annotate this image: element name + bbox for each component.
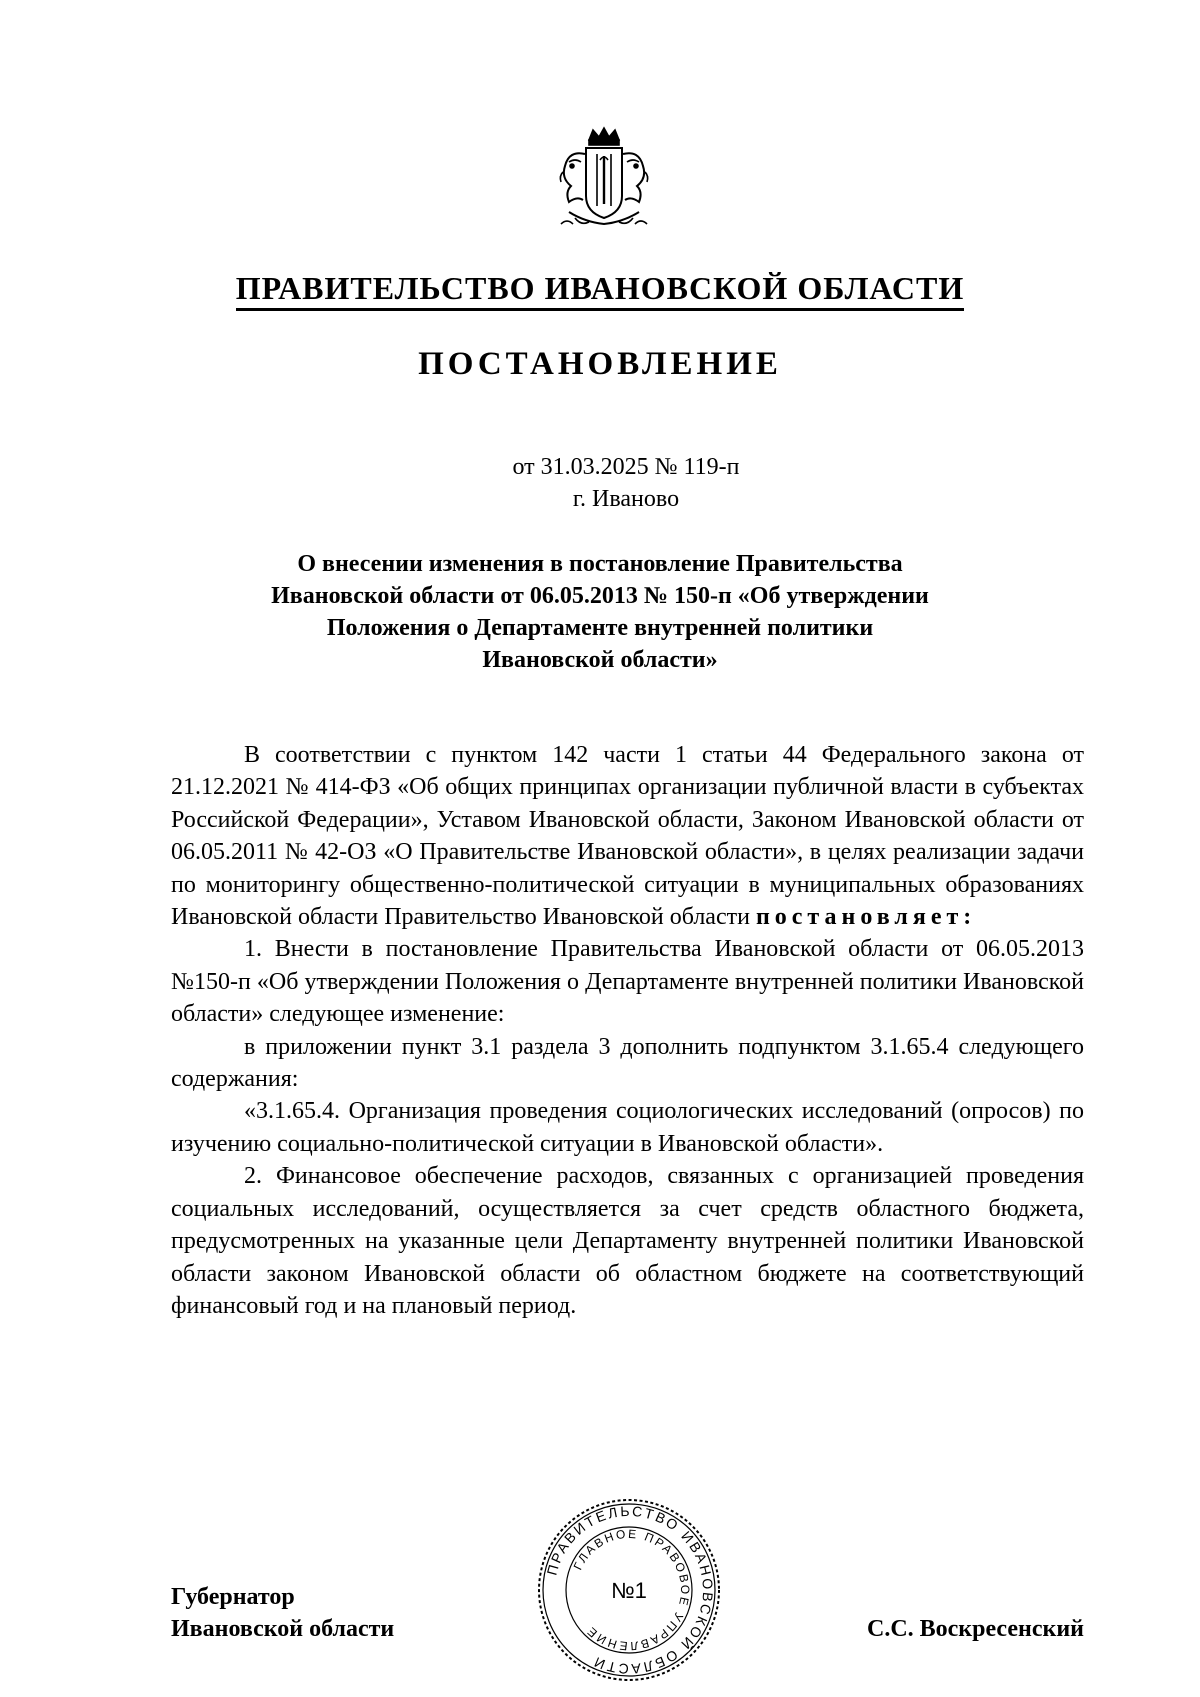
document-meta bbox=[0, 451, 1200, 515]
seal-number: №1 bbox=[611, 1578, 647, 1603]
organization-title-text: ПРАВИТЕЛЬСТВО ИВАНОВСКОЙ ОБЛАСТИ bbox=[236, 272, 965, 311]
preamble-text: В соответствии с пунктом 142 части 1 статьи 44 Федерального закона от 21.12.2021 № 414-ФЗ «Об общих принципах организации публичной власти в субъектах Российской Федерации», Уставом Ивановской области, Законом Ивановской области от 06.05.2011 № 42-ОЗ «О Правительстве Ивановской области», в целях реализации задачи по мониторингу общественно-политической ситуации в муниципальных образованиях Ивановской области Правительство Ивановской области bbox=[171, 742, 1084, 931]
date-number: от 31.03.2025 № 119-п bbox=[512, 454, 740, 480]
item-2-paragraph: 2. Финансовое обеспечение расходов, связанных с организацией проведения социальных исследований, осуществляется за счет средств областного бюджета, предусмотренных на указанные цели Департаменту внутренней политики Ивановской области законом Ивановской области об областном бюджете на соответствующий финансовый год и на плановый период. bbox=[171, 1163, 1084, 1319]
seal-inner-text: ГЛАВНОЕ ПРАВОВОЕ УПРАВЛЕНИЕ bbox=[570, 1526, 693, 1654]
signatory-position bbox=[171, 1581, 394, 1645]
seal-outer-text: ПРАВИТЕЛЬСТВО ИВАНОВСКОЙ ОБЛАСТИ bbox=[543, 1502, 717, 1678]
coat-of-arms-icon bbox=[555, 126, 653, 230]
position-line: Губернатор bbox=[171, 1584, 295, 1610]
item-1-paragraph: 1. Внести в постановление Правительства Ивановской области от 06.05.2013 №150-п «Об утверждении Положения о Департаменте внутренней политики Ивановской области» следующее изменение: bbox=[171, 936, 1084, 1028]
official-seal-icon bbox=[536, 1497, 722, 1683]
subject-line: Ивановской области от 06.05.2013 № 150-п «Об утверждении bbox=[271, 583, 929, 609]
position-line: Ивановской области bbox=[171, 1616, 395, 1642]
signatory-name: С.С. Воскресенский bbox=[866, 1616, 1084, 1642]
subject-line: О внесении изменения в постановление Правительства bbox=[297, 551, 903, 577]
document-subject bbox=[215, 548, 985, 676]
document-type: ПОСТАНОВЛЕНИЕ bbox=[418, 346, 782, 382]
item-1-detail-paragraph: в приложении пункт 3.1 раздела 3 дополнить подпунктом 3.1.65.4 следующего содержания: bbox=[171, 1033, 1084, 1093]
organization-title bbox=[0, 270, 1200, 311]
preamble-paragraph bbox=[171, 739, 1084, 933]
resolves-word: постановляет: bbox=[755, 904, 977, 931]
city: г. Иваново bbox=[572, 486, 680, 512]
subject-line: Ивановской области» bbox=[482, 647, 718, 673]
item-1-quote-paragraph: «3.1.65.4. Организация проведения социологических исследований (опросов) по изучению социально-политической ситуации в Ивановской области». bbox=[171, 1098, 1084, 1157]
document-body bbox=[171, 739, 1084, 1322]
subject-line: Положения о Департаменте внутренней политики bbox=[326, 615, 874, 641]
